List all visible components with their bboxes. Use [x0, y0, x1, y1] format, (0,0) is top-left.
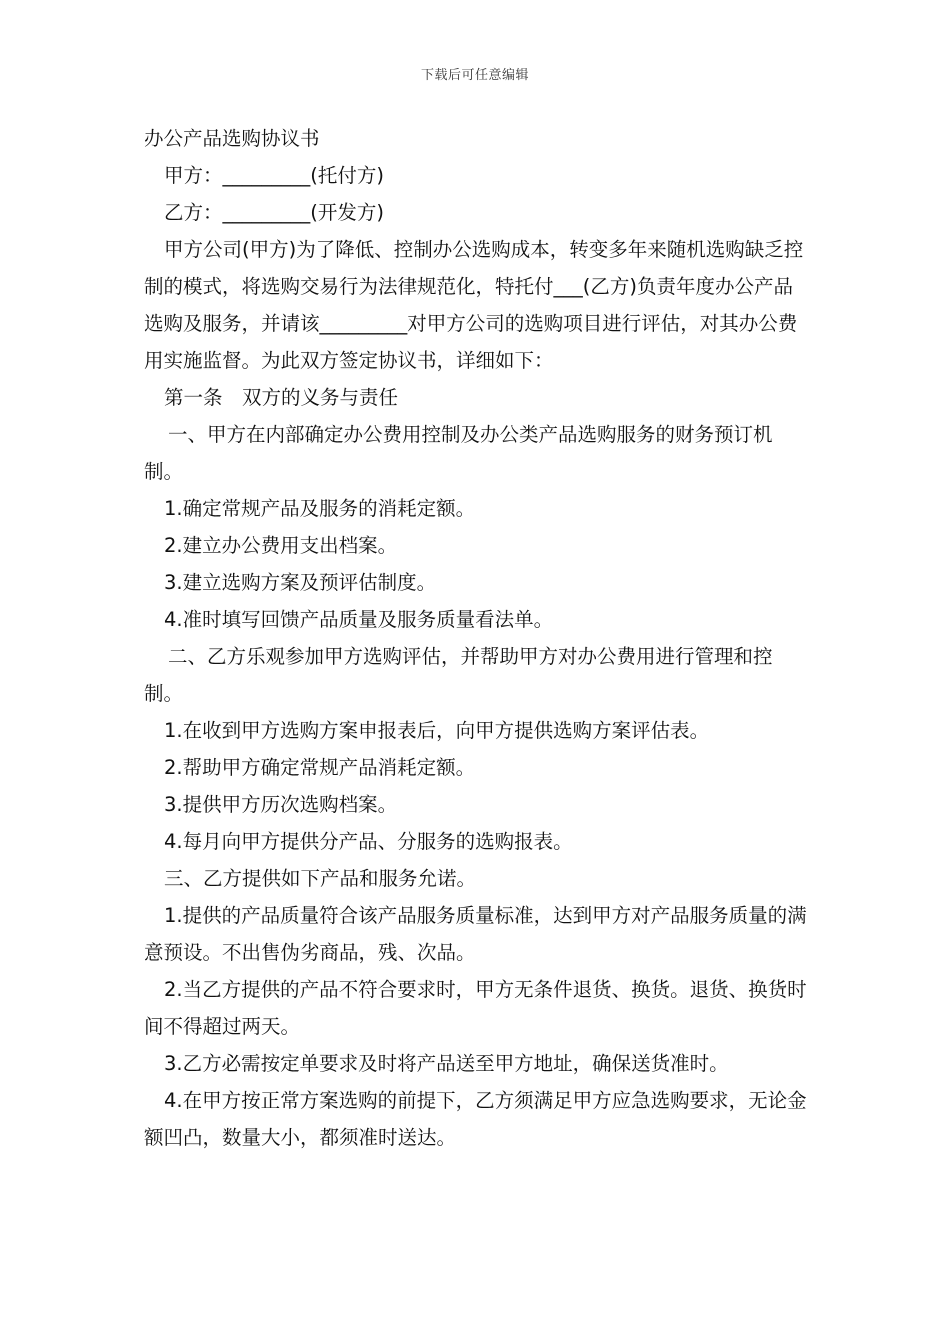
section-3-item: 3.乙方必需按定单要求及时将产品送至甲方地址，确保送货准时。 [164, 1052, 729, 1075]
section-1-item: 3.建立选购方案及预评估制度。 [164, 571, 437, 594]
section-2-item: 4.每月向甲方提供分产品、分服务的选购报表。 [164, 830, 573, 853]
section-1-heading: 一、甲方在内部确定办公费用控制及办公类产品选购服务的财务预订机制。 [144, 423, 773, 483]
section-3-item: 1.提供的产品质量符合该产品服务质量标准，达到甲方对产品服务质量的满意预设。不出售伪劣商品，残、次品。 [144, 904, 807, 964]
section-1-item: 2.建立办公费用支出档案。 [164, 534, 398, 557]
section-2-item: 2.帮助甲方确定常规产品消耗定额。 [164, 756, 476, 779]
section-2-item: 3.提供甲方历次选购档案。 [164, 793, 398, 816]
intro-paragraph: 甲方公司(甲方)为了降低、控制办公选购成本，转变多年来随机选购缺乏控制的模式，将选购交易行为法律规范化，特托付___(乙方)负责年度办公产品选购及服务，并请该_________对甲方公司的选购项目进行评估，对其办公费用实施监督。为此双方签定协议书，详细如下： [144, 238, 804, 372]
section-2-heading: 二、乙方乐观参加甲方选购评估，并帮助甲方对办公费用进行管理和控制。 [144, 645, 773, 705]
article-1-title: 第一条 双方的义务与责任 [164, 386, 399, 409]
section-2-item: 1.在收到甲方选购方案申报表后，向甲方提供选购方案评估表。 [164, 719, 710, 742]
section-3-item: 4.在甲方按正常方案选购的前提下，乙方须满足甲方应急选购要求，无论金额凹凸，数量大小，都须准时送达。 [144, 1089, 807, 1149]
document-title: 办公产品选购协议书 [144, 127, 320, 150]
document-body [144, 120, 809, 1156]
section-3-heading: 三、乙方提供如下产品和服务允诺。 [164, 867, 477, 890]
party-a-line: 甲方：_________(托付方) [164, 164, 384, 187]
section-1-item: 1.确定常规产品及服务的消耗定额。 [164, 497, 476, 520]
section-1-item: 4.准时填写回馈产品质量及服务质量看法单。 [164, 608, 554, 631]
header-note: 下载后可任意编辑 [420, 68, 529, 83]
section-3-item: 2.当乙方提供的产品不符合要求时，甲方无条件退货、换货。退货、换货时间不得超过两天。 [144, 978, 807, 1038]
party-b-line: 乙方：_________(开发方) [164, 201, 384, 224]
